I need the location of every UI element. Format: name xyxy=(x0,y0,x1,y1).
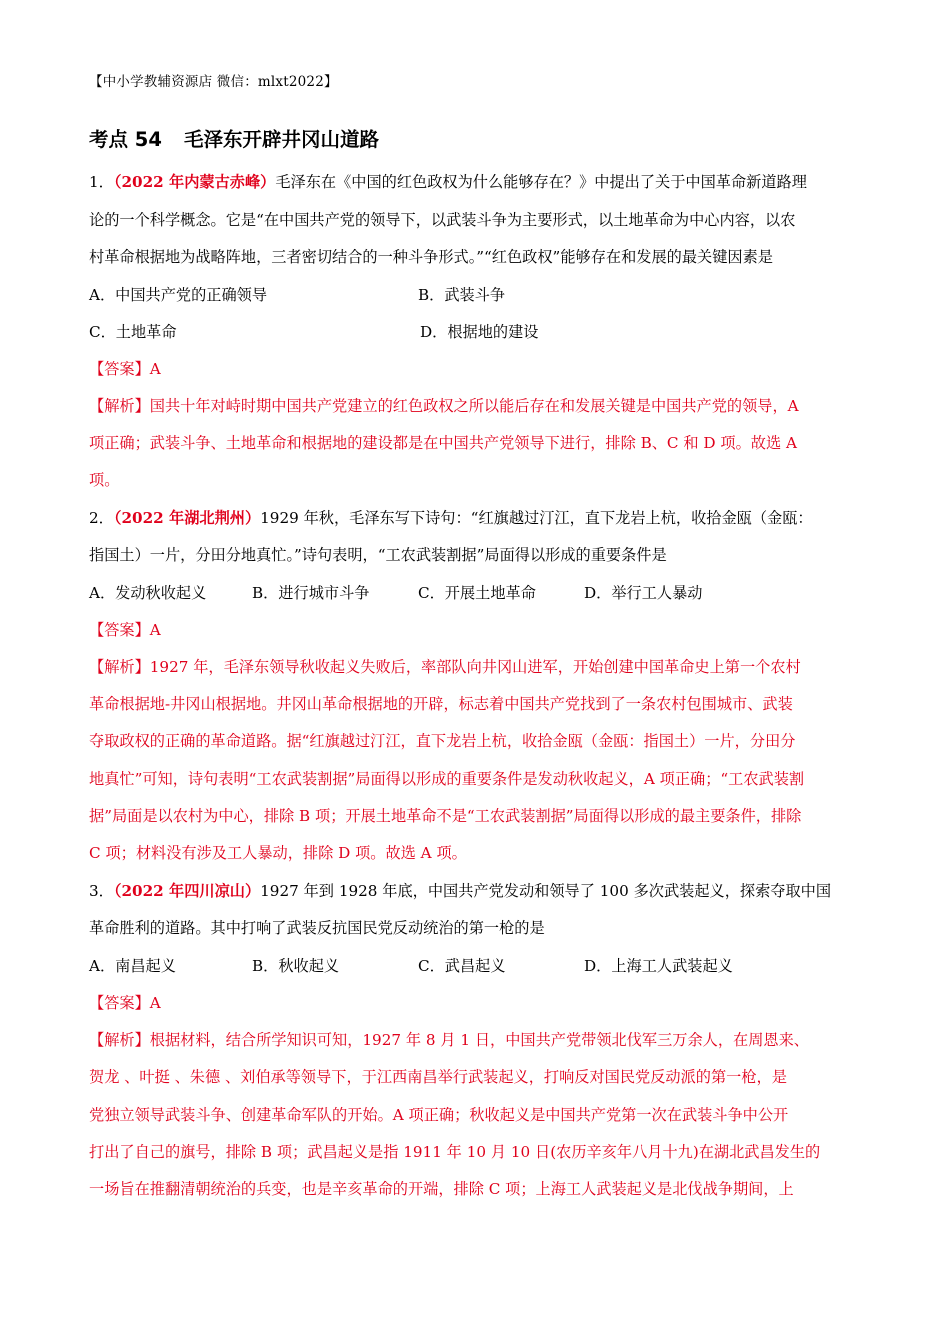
q2-analysis-line-4: 地真忙”可知，诗句表明“工农武装割据”局面得以形成的重要条件是发动秋收起义，A 项正确；“工农武装割 xyxy=(89,770,805,788)
q3-stem-line-1: 3．（2022 年四川凉山）1927 年到 1928 年底，中国共产党发动和领导了 100 多次武装起义，探索夺取中国 xyxy=(89,882,832,900)
q2-analysis-line-6: C 项；材料没有涉及工人暴动，排除 D 项。故选 A 项。 xyxy=(89,844,467,862)
q1-option-b: B．武装斗争 xyxy=(418,286,506,304)
q3-number: 3． xyxy=(89,882,114,900)
q2-analysis-line-2: 革命根据地-井冈山根据地。井冈山革命根据地的开辟，标志着中国共产党找到了一条农村包围城市、武装 xyxy=(89,695,793,713)
q2-analysis-line-1: 【解析】1927 年，毛泽东领导秋收起义失败后，率部队向井冈山进军，开始创建中国革命史上第一个农村 xyxy=(89,658,801,676)
title-number: 考点 54 xyxy=(89,128,162,151)
q1-option-d: D．根据地的建设 xyxy=(420,323,539,341)
q1-answer: 【答案】A xyxy=(89,360,161,378)
q1-analysis-line-1: 【解析】国共十年对峙时期中国共产党建立的红色政权之所以能后存在和发展关键是中国共产党的领导，A xyxy=(89,397,799,415)
q2-stem-line-1: 2．（2022 年湖北荆州）1929 年秋，毛泽东写下诗句：“红旗越过汀江，直下龙岩上杭，收拾金瓯（金瓯： xyxy=(89,509,813,527)
q2-option-a: A．发动秋收起义 xyxy=(89,584,207,602)
q2-analysis-label: 【解析】 xyxy=(89,658,150,676)
q3-analysis-line-5: 一场旨在推翻清朝统治的兵变，也是辛亥革命的开端，排除 C 项；上海工人武装起义是北伐战争期间，上 xyxy=(89,1180,794,1198)
q1-number: 1． xyxy=(89,173,114,191)
q1-option-c: C．土地革命 xyxy=(89,323,177,341)
q3-option-c: C．武昌起义 xyxy=(418,957,506,975)
q3-option-b: B．秋收起义 xyxy=(252,957,340,975)
q2-stem-line-2: 指国土）一片，分田分地真忙。”诗句表明，“工农武装割据”局面得以形成的重要条件是 xyxy=(89,546,667,564)
q2-analysis-line-5: 据”局面是以农村为中心，排除 B 项；开展土地革命不是“工农武装割据”局面得以形成的最主要条件，排除 xyxy=(89,807,802,825)
q2-analysis-line-3: 夺取政权的正确的革命道路。据“红旗越过汀江，直下龙岩上杭，收拾金瓯（金瓯：指国土）一片，分田分 xyxy=(89,732,796,750)
q3-option-d: D．上海工人武装起义 xyxy=(584,957,733,975)
q2-option-b: B．进行城市斗争 xyxy=(252,584,370,602)
q3-stem-line-2: 革命胜利的道路。其中打响了武装反抗国民党反动统治的第一枪的是 xyxy=(89,919,545,937)
q3-answer: 【答案】A xyxy=(89,994,161,1012)
q3-option-a: A．南昌起义 xyxy=(89,957,176,975)
q1-analysis-line-2: 项正确；武装斗争、土地革命和根据地的建设都是在中国共产党领导下进行，排除 B、C 和 D 项。故选 A xyxy=(89,434,797,452)
q1-source: （2022 年内蒙古赤峰） xyxy=(113,173,276,191)
q3-analysis-label: 【解析】 xyxy=(89,1031,150,1049)
title-text: 毛泽东开辟井冈山道路 xyxy=(183,128,379,151)
q3-source: （2022 年四川凉山） xyxy=(113,882,261,900)
q2-option-c: C．开展土地革命 xyxy=(418,584,536,602)
page-title xyxy=(89,124,379,152)
q2-number: 2． xyxy=(89,509,114,527)
q1-analysis-label: 【解析】 xyxy=(89,397,150,415)
q3-analysis-line-4: 打出了自己的旗号，排除 B 项；武昌起义是指 1911 年 10 月 10 日(农历辛亥年八月十九)在湖北武昌发生的 xyxy=(89,1143,821,1161)
q2-answer: 【答案】A xyxy=(89,621,161,639)
q1-stem-line-3: 村革命根据地为战略阵地，三者密切结合的一种斗争形式。”“红色政权”能够存在和发展的最关键因素是 xyxy=(89,248,773,266)
q1-stem-line-1: 1．（2022 年内蒙古赤峰）毛泽东在《中国的红色政权为什么能够存在？》中提出了关于中国革命新道路理 xyxy=(89,173,807,191)
q1-option-a: A．中国共产党的正确领导 xyxy=(89,286,268,304)
q3-analysis-line-2: 贺龙 、叶挺 、朱德 、刘伯承等领导下，于江西南昌举行武装起义，打响反对国民党反动派的第一枪，是 xyxy=(89,1068,787,1086)
q2-source: （2022 年湖北荆州） xyxy=(113,509,261,527)
q3-analysis-line-1: 【解析】根据材料，结合所学知识可知，1927 年 8 月 1 日，中国共产党带领北伐军三万余人，在周恩来、 xyxy=(89,1031,809,1049)
header-note: 【中小学教辅资源店 微信：mlxt2022】 xyxy=(89,74,338,90)
q1-stem-line-2: 论的一个科学概念。它是“在中国共产党的领导下，以武装斗争为主要形式，以土地革命为中心内容，以农 xyxy=(89,211,796,229)
q2-option-d: D．举行工人暴动 xyxy=(584,584,703,602)
q3-analysis-line-3: 党独立领导武装斗争、创建革命军队的开始。A 项正确；秋收起义是中国共产党第一次在武装斗争中公开 xyxy=(89,1106,789,1124)
q1-analysis-line-3: 项。 xyxy=(89,471,120,489)
